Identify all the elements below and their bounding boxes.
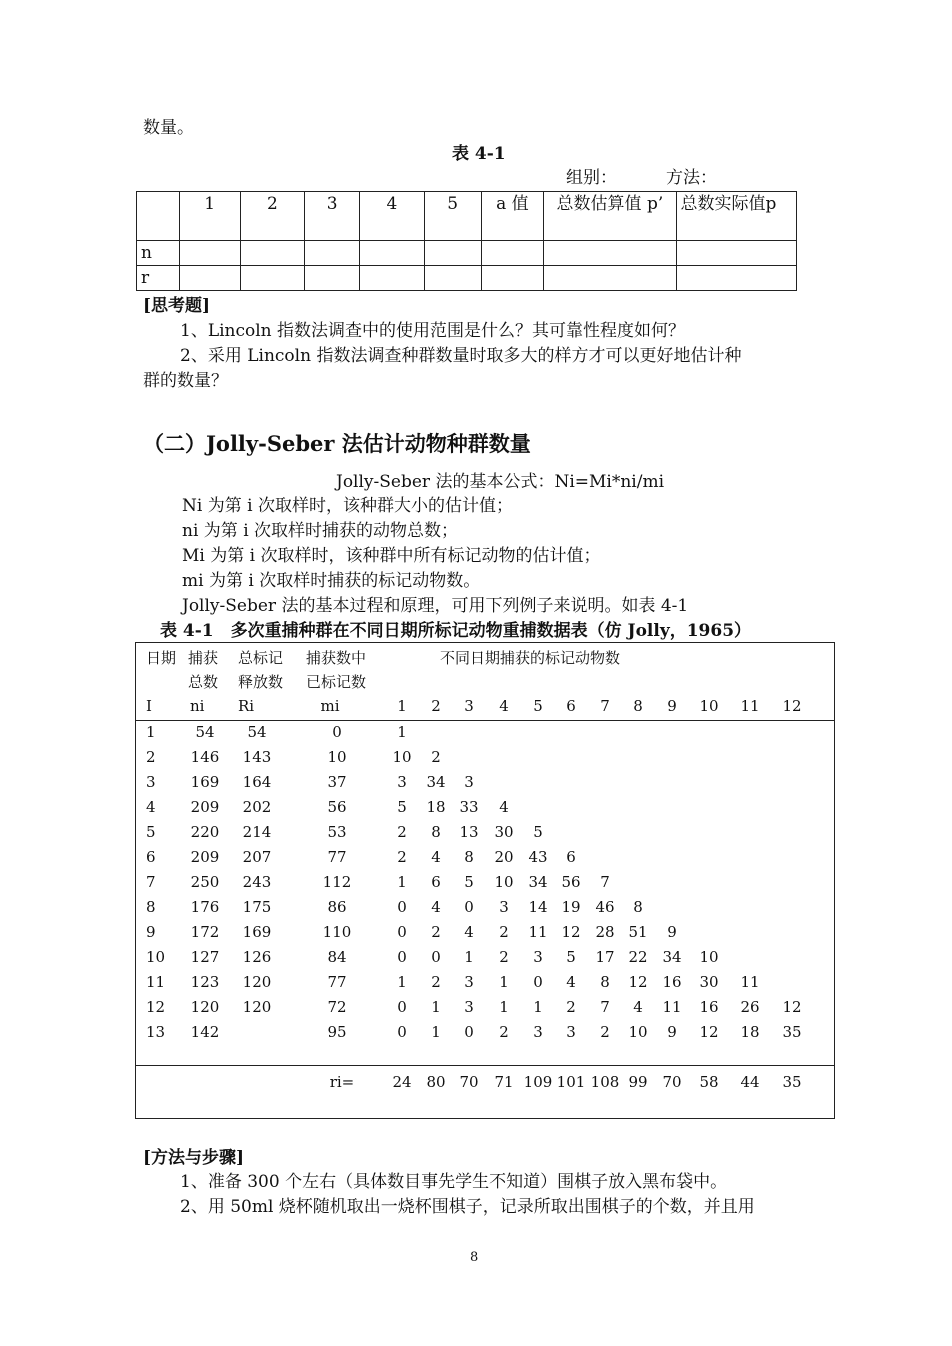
table2-ri-value: 101 xyxy=(556,1073,586,1091)
table1-header-cell: 总数估算值 p’ xyxy=(544,192,676,241)
table2-cell-value: 2 xyxy=(431,923,441,941)
table2-cell-value: 8 xyxy=(600,973,610,991)
table2-cell-date: 12 xyxy=(146,998,166,1016)
table2-cell-ni: 120 xyxy=(190,998,220,1016)
question-2-line1: 2、采用 Lincoln 指数法调查种群数量时取多大的样方才可以更好地估计种 xyxy=(180,346,742,366)
table2-col-header: 4 xyxy=(499,697,509,715)
table2-cell-value: 3 xyxy=(397,773,407,791)
questions-heading: [思考题] xyxy=(143,296,211,316)
table1-header-cell: 4 xyxy=(360,192,425,241)
section2-def1: Ni 为第 i 次取样时，该种群大小的估计值； xyxy=(182,496,513,516)
section2-title: （二）Jolly-Seber 法估计动物种群数量 xyxy=(143,431,531,456)
table2-cell-value: 8 xyxy=(464,848,474,866)
table2-cell-value: 51 xyxy=(628,923,648,941)
table2-ri-value: 109 xyxy=(523,1073,553,1091)
table2-ri-value: 99 xyxy=(628,1073,648,1091)
table2-cell-mi: 95 xyxy=(327,1023,347,1041)
table2-ri-value: 80 xyxy=(426,1073,446,1091)
table1-group-label: 组别： xyxy=(566,168,617,188)
table1-header-cell: 3 xyxy=(305,192,360,241)
table2-cell-value: 0 xyxy=(431,948,441,966)
table2-cell-mi: 77 xyxy=(327,848,347,866)
table2-cell-value: 2 xyxy=(397,823,407,841)
table2-cell-value: 5 xyxy=(464,873,474,891)
table2-cell-value: 2 xyxy=(499,923,509,941)
table2-cell-value: 34 xyxy=(662,948,682,966)
table2-cell-value: 13 xyxy=(459,823,479,841)
table1-method-label: 方法： xyxy=(666,168,717,188)
table2-cell-value: 12 xyxy=(628,973,648,991)
table2-cell-value: 6 xyxy=(431,873,441,891)
table2-col-header: 1 xyxy=(397,697,407,715)
table2-cell-value: 19 xyxy=(561,898,581,916)
table2-cell-value: 2 xyxy=(397,848,407,866)
table2-cell-value: 2 xyxy=(600,1023,610,1041)
table2-cell-value: 11 xyxy=(528,923,548,941)
table2-cell-value: 12 xyxy=(782,998,802,1016)
table2-header-release: 总标记 xyxy=(238,649,284,667)
table2-cell-ri: 143 xyxy=(242,748,272,766)
section2-explain: Jolly-Seber 法的基本过程和原理，可用下列例子来说明。如表 4-1 xyxy=(182,596,689,616)
table2-cell-date: 2 xyxy=(146,748,156,766)
table2-cell-ni: 176 xyxy=(190,898,220,916)
table2-cell-value: 3 xyxy=(533,1023,543,1041)
table2-cell-ni: 169 xyxy=(190,773,220,791)
table2-header-rule xyxy=(136,720,834,721)
table2-cell-value: 22 xyxy=(628,948,648,966)
table2-col-header: 3 xyxy=(464,697,474,715)
table2-ri-value: 58 xyxy=(699,1073,719,1091)
table2-cell-ri: 164 xyxy=(242,773,272,791)
table2-ri-value: 44 xyxy=(740,1073,760,1091)
table2-cell-mi: 53 xyxy=(327,823,347,841)
table2-header-release: 释放数 xyxy=(238,673,284,691)
table2-cell-date: 13 xyxy=(146,1023,166,1041)
table2-cell-value: 43 xyxy=(528,848,548,866)
table2-cell-value: 3 xyxy=(464,973,474,991)
table2-cell-value: 2 xyxy=(499,948,509,966)
table2-subheader-mi: mi xyxy=(320,697,340,715)
table2-cell-date: 9 xyxy=(146,923,156,941)
table2-cell-value: 9 xyxy=(667,1023,677,1041)
table2-subheader-ri: Ri xyxy=(238,697,255,715)
table2-cell-mi: 77 xyxy=(327,973,347,991)
table2-cell-ri: 202 xyxy=(242,798,272,816)
table2-cell-ri: 126 xyxy=(242,948,272,966)
intro-tail: 数量。 xyxy=(143,118,194,138)
table2-cell-value: 28 xyxy=(595,923,615,941)
table2-subheader-ni: ni xyxy=(190,697,205,715)
table1-row-n xyxy=(137,241,797,266)
table2-cell-date: 7 xyxy=(146,873,156,891)
table2-cell-value: 0 xyxy=(533,973,543,991)
page-number: 8 xyxy=(470,1250,479,1265)
table2-cell-value: 3 xyxy=(464,773,474,791)
table2-cell-value: 16 xyxy=(662,973,682,991)
table2-cell-value: 4 xyxy=(431,898,441,916)
table2-cell-value: 2 xyxy=(499,1023,509,1041)
table2-cell-value: 1 xyxy=(431,1023,441,1041)
table2-col-header: 10 xyxy=(699,697,719,715)
table2-header-marked: 捕获数中 xyxy=(306,649,367,667)
table2-col-header: 5 xyxy=(533,697,543,715)
table2-cell-value: 9 xyxy=(667,923,677,941)
table1 xyxy=(136,191,797,291)
table2-cell-ni: 209 xyxy=(190,848,220,866)
table2-cell-value: 16 xyxy=(699,998,719,1016)
table2-ri-value: 71 xyxy=(494,1073,514,1091)
table2-cell-mi: 72 xyxy=(327,998,347,1016)
table2-cell-value: 0 xyxy=(464,898,474,916)
table2-cell-value: 10 xyxy=(494,873,514,891)
table2-cell-value: 1 xyxy=(397,873,407,891)
table2-cell-mi: 112 xyxy=(322,873,352,891)
table2-cell-date: 4 xyxy=(146,798,156,816)
section2-def3: Mi 为第 i 次取样时，该种群中所有标记动物的估计值； xyxy=(182,546,601,566)
table2-cell-mi: 56 xyxy=(327,798,347,816)
table2-cell-value: 10 xyxy=(628,1023,648,1041)
table2-col-header: 2 xyxy=(431,697,441,715)
table1-header-cell xyxy=(137,192,180,241)
table2-cell-value: 10 xyxy=(392,748,412,766)
table2-cell-mi: 86 xyxy=(327,898,347,916)
table2-cell-ri: 120 xyxy=(242,973,272,991)
table1-row-r xyxy=(137,266,797,291)
table2-ri-value: 24 xyxy=(392,1073,412,1091)
table1-header-row xyxy=(137,192,797,241)
table2-cell-date: 8 xyxy=(146,898,156,916)
table2-cell-value: 7 xyxy=(600,998,610,1016)
table2-cell-date: 11 xyxy=(146,973,166,991)
table2-cell-value: 11 xyxy=(740,973,760,991)
table2-cell-date: 1 xyxy=(146,723,156,741)
table2-col-header: 12 xyxy=(782,697,802,715)
table2-cell-mi: 10 xyxy=(327,748,347,766)
table2-cell-value: 1 xyxy=(533,998,543,1016)
table2-cell-value: 4 xyxy=(633,998,643,1016)
table2-cell-date: 10 xyxy=(146,948,166,966)
table2-header-catch: 捕获 xyxy=(188,649,219,667)
table2-cell-value: 6 xyxy=(566,848,576,866)
table2-cell-value: 18 xyxy=(426,798,446,816)
table2-cell-ni: 220 xyxy=(190,823,220,841)
method-step-2: 2、用 50ml 烧杯随机取出一烧杯围棋子，记录所取出围棋子的个数，并且用 xyxy=(180,1197,755,1217)
table2-cell-value: 4 xyxy=(431,848,441,866)
table2-header-marked: 已标记数 xyxy=(306,673,367,691)
table2-cell-value: 0 xyxy=(464,1023,474,1041)
table2-cell-value: 5 xyxy=(533,823,543,841)
table2-cell-value: 1 xyxy=(397,973,407,991)
table2-cell-value: 0 xyxy=(397,998,407,1016)
question-1: 1、Lincoln 指数法调查中的使用范围是什么？其可靠性程度如何？ xyxy=(180,321,686,341)
table1-header-cell: 2 xyxy=(240,192,305,241)
table2-cell-value: 4 xyxy=(499,798,509,816)
table2-cell-value: 0 xyxy=(397,898,407,916)
table2-cell-value: 56 xyxy=(561,873,581,891)
table2-subheader-i: I xyxy=(146,697,152,715)
table2-cell-value: 20 xyxy=(494,848,514,866)
table2-ri-value: 70 xyxy=(662,1073,682,1091)
table2-cell-ri: 243 xyxy=(242,873,272,891)
table2-cell-value: 2 xyxy=(566,998,576,1016)
table2-cell-value: 2 xyxy=(431,973,441,991)
table2-cell-value: 18 xyxy=(740,1023,760,1041)
table2-cell-mi: 84 xyxy=(327,948,347,966)
table2-cell-ri: 120 xyxy=(242,998,272,1016)
table2-cell-ri: 207 xyxy=(242,848,272,866)
table2-cell-value: 5 xyxy=(397,798,407,816)
table2-col-header: 9 xyxy=(667,697,677,715)
table1-row-label: n xyxy=(137,241,180,266)
table2-header-group: 不同日期捕获的标记动物数 xyxy=(440,649,621,667)
table2-cell-value: 3 xyxy=(464,998,474,1016)
table2-cell-value: 34 xyxy=(426,773,446,791)
table1-header-cell: 5 xyxy=(424,192,481,241)
methods-heading: [方法与步骤] xyxy=(143,1148,245,1168)
table2-cell-ri: 54 xyxy=(247,723,267,741)
table1-header-cell: 1 xyxy=(179,192,240,241)
table2-col-header: 7 xyxy=(600,697,610,715)
table1-row-label: r xyxy=(137,266,180,291)
table2-cell-value: 1 xyxy=(431,998,441,1016)
table2-cell-value: 0 xyxy=(397,923,407,941)
table2-cell-mi: 37 xyxy=(327,773,347,791)
table2-header-catch: 总数 xyxy=(188,673,219,691)
table2-ri-value: 108 xyxy=(590,1073,620,1091)
table2-cell-ni: 250 xyxy=(190,873,220,891)
table2-cell-value: 35 xyxy=(782,1023,802,1041)
table2-cell-value: 33 xyxy=(459,798,479,816)
table2-cell-ni: 142 xyxy=(190,1023,220,1041)
question-2-line2: 群的数量？ xyxy=(143,371,228,391)
table1-header-cell: 总数实际值p xyxy=(676,192,796,241)
table2-col-header: 8 xyxy=(633,697,643,715)
table2-cell-value: 7 xyxy=(600,873,610,891)
table2-ri-rule xyxy=(136,1065,834,1066)
table2-cell-ni: 209 xyxy=(190,798,220,816)
table2-cell-mi: 110 xyxy=(322,923,352,941)
table2-cell-value: 11 xyxy=(662,998,682,1016)
table2-col-header: 6 xyxy=(566,697,576,715)
table1-caption: 表 4-1 xyxy=(452,144,506,164)
table1-header-cell: a 值 xyxy=(481,192,544,241)
table2-cell-ni: 172 xyxy=(190,923,220,941)
table2-cell-ni: 54 xyxy=(195,723,215,741)
section2-def4: mi 为第 i 次取样时捕获的标记动物数。 xyxy=(182,571,481,591)
table2-cell-ni: 127 xyxy=(190,948,220,966)
table2-cell-value: 4 xyxy=(566,973,576,991)
table2-cell-value: 1 xyxy=(397,723,407,741)
table2-ri-label: ri= xyxy=(329,1073,355,1091)
method-step-1: 1、准备 300 个左右（具体数目事先学生不知道）围棋子放入黑布袋中。 xyxy=(180,1172,728,1192)
table2-ri-value: 70 xyxy=(459,1073,479,1091)
table2-ri-value: 35 xyxy=(782,1073,802,1091)
table2-cell-value: 26 xyxy=(740,998,760,1016)
table2-cell-value: 30 xyxy=(699,973,719,991)
table2-cell-value: 12 xyxy=(699,1023,719,1041)
section2-formula: Jolly-Seber 法的基本公式：Ni=Mi*ni/mi xyxy=(336,472,665,492)
table2-cell-value: 30 xyxy=(494,823,514,841)
table2-cell-ri: 175 xyxy=(242,898,272,916)
table2-cell-value: 5 xyxy=(566,948,576,966)
table2-cell-ni: 123 xyxy=(190,973,220,991)
table2-cell-value: 3 xyxy=(533,948,543,966)
table2-cell-value: 34 xyxy=(528,873,548,891)
table2-cell-ri: 214 xyxy=(242,823,272,841)
table2-cell-value: 3 xyxy=(566,1023,576,1041)
table2-cell-date: 6 xyxy=(146,848,156,866)
table2-cell-value: 0 xyxy=(397,948,407,966)
table2-cell-value: 2 xyxy=(431,748,441,766)
table2-cell-value: 3 xyxy=(499,898,509,916)
table2-cell-value: 14 xyxy=(528,898,548,916)
table2-cell-value: 8 xyxy=(633,898,643,916)
table2-cell-value: 12 xyxy=(561,923,581,941)
table2-cell-value: 46 xyxy=(595,898,615,916)
table2-cell-ri: 169 xyxy=(242,923,272,941)
table2-cell-value: 4 xyxy=(464,923,474,941)
table2-caption: 表 4-1 多次重捕种群在不同日期所标记动物重捕数据表（仿 Jolly，1965） xyxy=(160,621,752,641)
table2-cell-value: 0 xyxy=(397,1023,407,1041)
table2-cell-value: 1 xyxy=(499,998,509,1016)
table2-cell-date: 5 xyxy=(146,823,156,841)
table2-cell-value: 17 xyxy=(595,948,615,966)
table2-cell-value: 8 xyxy=(431,823,441,841)
table2-cell-value: 10 xyxy=(699,948,719,966)
table2-cell-ni: 146 xyxy=(190,748,220,766)
table2-header-date: 日期 xyxy=(146,649,177,667)
table2-col-header: 11 xyxy=(740,697,760,715)
table2-cell-value: 1 xyxy=(499,973,509,991)
section2-def2: ni 为第 i 次取样时捕获的动物总数； xyxy=(182,521,459,541)
table2-cell-value: 1 xyxy=(464,948,474,966)
table2-cell-date: 3 xyxy=(146,773,156,791)
table2-cell-mi: 0 xyxy=(332,723,342,741)
table2 xyxy=(135,642,835,1119)
